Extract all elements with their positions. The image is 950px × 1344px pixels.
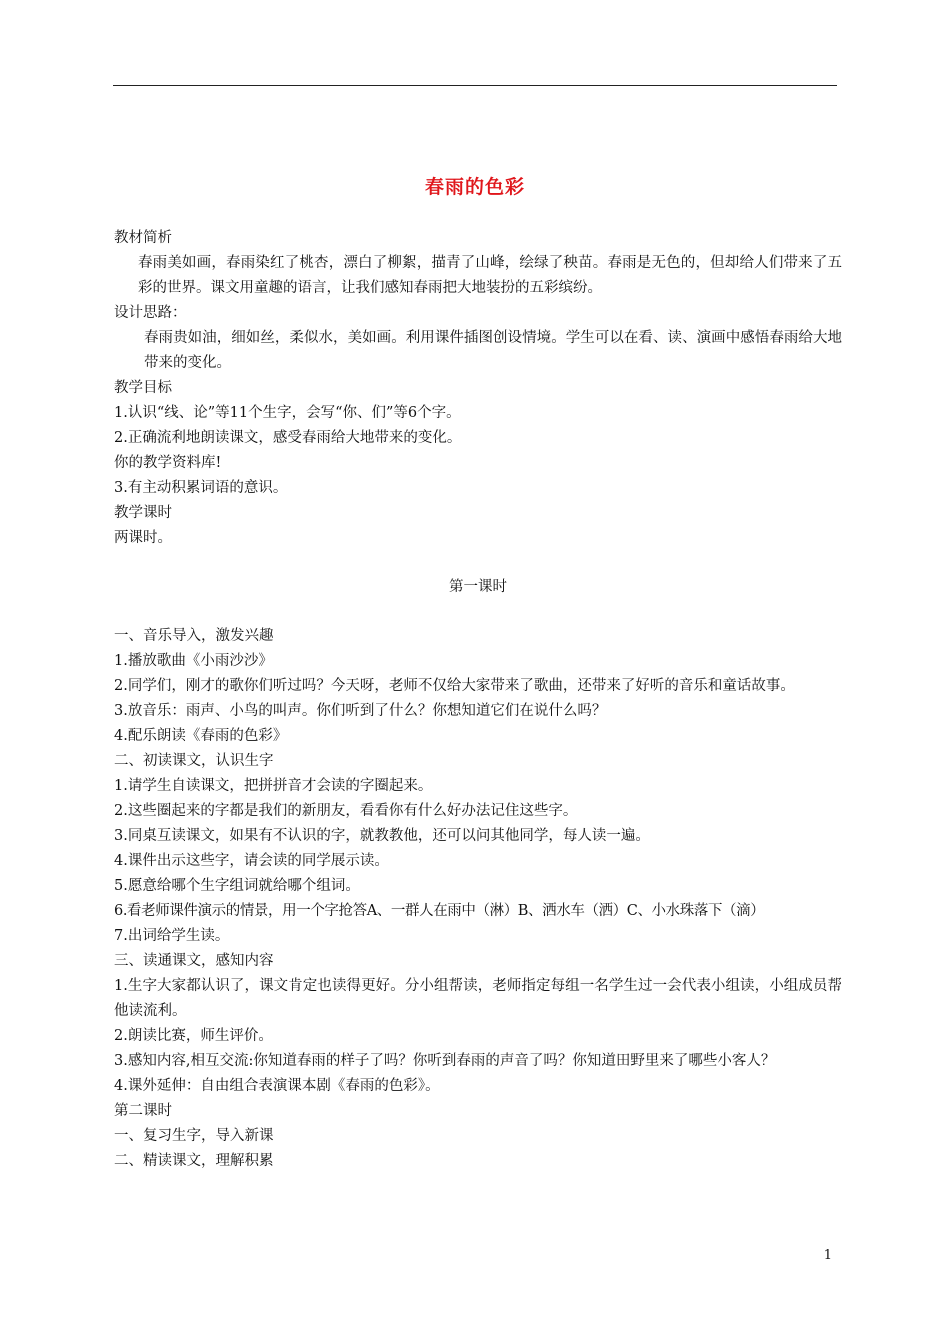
step-item: 4.课件出示这些字，请会读的同学展示读。: [114, 853, 389, 869]
page-number: 1: [823, 1248, 832, 1263]
step-item: 7.出词给学生读。: [114, 928, 230, 944]
heading-objectives: 教学目标: [114, 380, 172, 396]
step-item: 2.这些圈起来的字都是我们的新朋友，看看你有什么好办法记住这些字。: [114, 803, 578, 819]
step-item: 3.同桌互读课文，如果有不认识的字，就教教他，还可以问其他同学，每人读一遍。: [114, 828, 650, 844]
step-heading: 二、初读课文，认识生字: [114, 753, 274, 769]
heading-design: 设计思路：: [114, 305, 187, 321]
document-body: [114, 226, 842, 1174]
objective-item: 1.认识“线、论”等11个生字，会写“你、们”等6个字。: [114, 405, 461, 421]
step-item: 5.愿意给哪个生字组词就给哪个组词。: [114, 878, 360, 894]
step-item: 1.播放歌曲《小雨沙沙》: [114, 653, 273, 669]
step-heading: 一、音乐导入，激发兴趣: [114, 628, 274, 644]
step-item: 3.感知内容,相互交流:你知道春雨的样子了吗？你听到春雨的声音了吗？你知道田野里来了哪些小客人？: [114, 1053, 776, 1069]
step-item: 4.课外延伸：自由组合表演课本剧《春雨的色彩》。: [114, 1078, 440, 1094]
step-item: 2.朗读比赛，师生评价。: [114, 1028, 273, 1044]
section-second-period: 第二课时: [114, 1103, 172, 1119]
resource-note: 你的教学资料库!: [114, 455, 222, 471]
periods-text: 两课时。: [114, 530, 172, 546]
step-item: 1.生字大家都认识了，课文肯定也读得更好。分小组帮读，老师指定每组一名学生过一会代表小组读，小组成员帮他读流利。: [114, 978, 842, 1019]
step-heading: 二、精读课文，理解积累: [114, 1153, 274, 1169]
header-rule: [113, 85, 837, 86]
step-item: 6.看老师课件演示的情景，用一个字抢答A、一群人在雨中（淋）B、洒水车（洒）C、小水珠落下（滴）: [114, 903, 765, 919]
step-item: 4.配乐朗读《春雨的色彩》: [114, 728, 288, 744]
heading-materials: 教材简析: [114, 230, 172, 246]
paragraph-materials: 春雨美如画，春雨染红了桃杏，漂白了柳絮，描青了山峰，绘绿了秧苗。春雨是无色的，但却给人们带来了五彩的世界。课文用童趣的语言，让我们感知春雨把大地装扮的五彩缤纷。: [138, 255, 842, 296]
heading-periods: 教学课时: [114, 505, 172, 521]
objective-item: 3.有主动积累词语的意识。: [114, 480, 288, 496]
step-heading: 一、复习生字，导入新课: [114, 1128, 274, 1144]
step-item: 2.同学们，刚才的歌你们听过吗？今天呀，老师不仅给大家带来了歌曲，还带来了好听的音乐和童话故事。: [114, 678, 795, 694]
paragraph-design: 春雨贵如油，细如丝，柔似水，美如画。利用课件插图创设情境。学生可以在看、读、演画中感悟春雨给大地带来的变化。: [144, 330, 842, 371]
step-heading: 三、读通课文，感知内容: [114, 953, 274, 969]
step-item: 1.请学生自读课文，把拼拼音才会读的字圈起来。: [114, 778, 433, 794]
step-item: 3.放音乐：雨声、小鸟的叫声。你们听到了什么？你想知道它们在说什么吗？: [114, 703, 607, 719]
document-title: 春雨的色彩: [424, 176, 525, 198]
objective-item: 2.正确流利地朗读课文，感受春雨给大地带来的变化。: [114, 430, 462, 446]
section-first-period: 第一课时: [449, 579, 507, 595]
